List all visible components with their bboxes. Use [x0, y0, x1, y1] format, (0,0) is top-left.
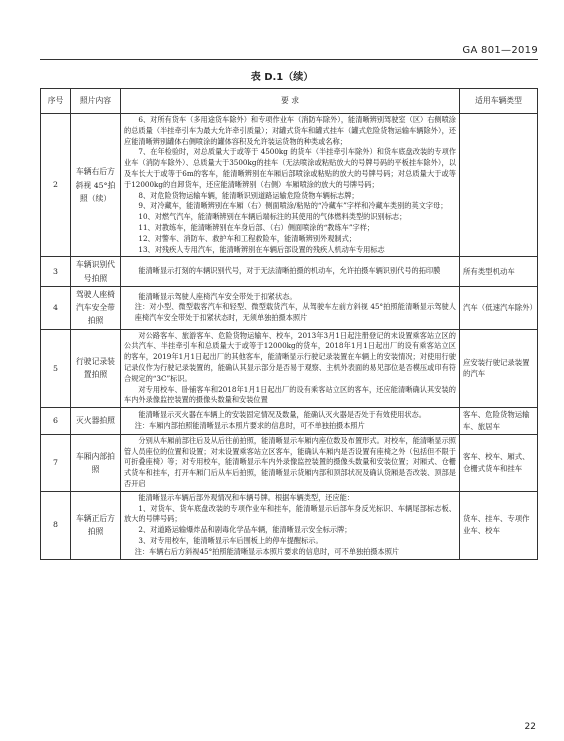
table-row [41, 257, 538, 287]
requirement-paragraph: 10、对燃气汽车，能清晰辨别在车辆后端标注的其使用的气体燃料类型的识别标志； [138, 212, 407, 222]
requirement-paragraph: 8、对危险货物运输车辆，能清晰识别道路运输危险货物车辆标志牌； [138, 190, 359, 200]
requirement-paragraph: 9、对冷藏车，能清晰辨别在车厢（右）侧面喷涂/粘贴的“冷藏车”字样和冷藏车类别的英文字母； [138, 201, 448, 211]
row-number: 7 [41, 434, 71, 491]
column-header-requirements: 要 求 [121, 89, 460, 114]
requirement-paragraph: 对公路客车、旅游客车、危险货物运输车、校车，2013年3月1日起注册登记的未设置乘客站立区的公共汽车、半挂牵引车和总质量大于或等于12000kg的货车，2018年1月1日起出厂的设有乘客站立区的客车，2019年1月1日起出厂的其他客车，能清晰显示行驶记录装置在车辆上的安装情况；对使用行驶记录仪作为行驶记录装置的，能确认其显示部分是否易于观察、主机外表面的易见部位是否模压或印有符合规定的“3C”标识。 [124, 330, 456, 383]
header-rule [40, 59, 538, 60]
requirement-paragraph: 能清晰显示驾驶人座椅汽车安全带处于扣紧状态。 [138, 291, 297, 301]
row-number: 2 [41, 114, 71, 257]
requirements [121, 257, 460, 287]
row-number: 3 [41, 257, 71, 287]
column-header-vehicle-type: 适用车辆类型 [460, 89, 538, 114]
requirements [121, 114, 460, 257]
requirement-paragraph: 分别从车厢前部往后及从后往前拍照，能清晰显示车厢内座位数及布置形式。对校车，能清晰显示照管人员座位的位置和设置；对未设置乘客站立区客车，能确认车厢内是否设置有座椅之外（包括但不限于可折叠座椅）等；对专用校车，能清晰显示车内外录像监控装置的摄像头数量和安装位置；对厢式、仓栅式货车和挂车，打开车厢门后从车后拍照，能清晰显示货厢内部和顶部状况及确认货厢是否改装、顶部是否开启 [124, 435, 456, 489]
photo-content: 行驶记录装置拍照 [71, 329, 121, 408]
requirement-paragraph: 12、对警车、消防车、救护车和工程救险车，能清晰辨别外观制式； [138, 233, 356, 243]
table-row [41, 286, 538, 329]
requirement-paragraph: 11、对教练车，能清晰辨别在车身后部、（右）侧面喷涂的“教练车”字样； [138, 222, 375, 232]
standard-code: GA 801—2019 [462, 45, 538, 56]
requirements [121, 408, 460, 435]
column-header-photo-content: 照片内容 [71, 89, 121, 114]
table-row [41, 114, 538, 257]
requirement-note: 注：车辆右后方斜视45°拍照能清晰显示本照片要求的信息时，可不单独拍摄本照片 [134, 546, 400, 556]
table-header-row [41, 89, 538, 114]
column-header-no: 序号 [41, 89, 71, 114]
requirement-paragraph: 能清晰显示车辆后部外观情况和车辆号牌。根据车辆类型，还应能： [138, 492, 355, 502]
page-number: 22 [524, 722, 536, 732]
requirement-paragraph: 2、对道路运输爆炸品和剧毒化学品车辆，能清晰显示安全标示牌； [138, 525, 352, 535]
requirements [121, 286, 460, 329]
photo-content: 车辆识别代号拍照 [71, 257, 121, 287]
row-number: 6 [41, 408, 71, 435]
photo-requirements-table [40, 88, 538, 560]
requirements [121, 491, 460, 559]
vehicle-type [460, 114, 538, 257]
row-number: 5 [41, 329, 71, 408]
vehicle-type: 应安装行驶记录装置的汽车 [460, 329, 538, 408]
table-row [41, 408, 538, 435]
requirement-paragraph: 6、对所有货车（多用途货车除外）和专项作业车（消防车除外），能清晰辨别驾驶室（区）右侧喷涂的总质量（半挂牵引车为最大允许牵引质量）；对罐式货车和罐式挂车（罐式危险货物运输车辆除外），还应能清晰辨别罐体右侧喷涂的罐体容积及允许装运货物的种类或名称； [124, 115, 456, 146]
requirements [121, 434, 460, 491]
requirement-paragraph: 7、在年检验时，对总质量大于或等于 4500kg 的货车（半挂牵引车除外）和货车底盘改装的专项作业车（消防车除外）、总质量大于3500kg的挂车（无法喷涂或粘贴放大的号牌号码的平板挂车除外），以及车长大于或等于6m的客车，能清晰辨别在车厢后部喷涂或粘贴的放大的号牌号码；对总质量大于或等于12000kg的自卸货车，还应能清晰辨别（右侧）车厢喷涂的放大的号牌号码； [124, 147, 456, 189]
photo-content: 驾驶人座椅汽车安全带拍照 [71, 286, 121, 329]
photo-content: 车辆右后方斜视 45°拍照（续） [71, 114, 121, 257]
row-number: 4 [41, 286, 71, 329]
vehicle-type: 所有类型机动车 [460, 257, 538, 287]
requirement-paragraph: 对专用校车、卧铺客车和2018年1月1日起出厂的设有乘客站立区的客车，还应能清晰确认其安装的车内外录像监控装置的摄像头数量和安装位置 [124, 384, 456, 405]
photo-content: 灭火器拍照 [71, 408, 121, 435]
table-body [41, 114, 538, 560]
requirement-paragraph: 1、对货车、货车底盘改装的专项作业车和挂车，能清晰显示后部车身反光标识、车辆尾部标志板、放大的号牌号码； [124, 503, 456, 524]
vehicle-type: 汽车（低速汽车除外） [460, 286, 538, 329]
table-row [41, 434, 538, 491]
requirement-paragraph: 能清晰显示灭火器在车辆上的安装固定情况及数量，能确认灭火器是否处于有效使用状态。 [138, 410, 426, 420]
table-title: 表 D.1（续） [250, 72, 314, 83]
table-row [41, 329, 538, 408]
vehicle-type: 货车、挂车、专项作业车、校车 [460, 491, 538, 559]
row-number: 8 [41, 491, 71, 559]
requirement-note: 注：对小型、微型载客汽车和轻型、微型载货汽车，从驾驶车左前方斜视 45°拍照能清晰显示驾驶人座椅汽车安全带处于扣紧状态时，无须单独拍摄本照片 [134, 302, 456, 323]
requirement-paragraph: 13、对残疾人专用汽车，能清晰辨别在车辆后部设置的残疾人机动车专用标志 [138, 244, 385, 254]
requirements [121, 329, 460, 408]
photo-content: 车厢内部拍照 [71, 434, 121, 491]
table-row [41, 491, 538, 559]
requirement-paragraph: 能清晰显示打刻的车辆识别代号，对于无法清晰拍摄的机动车，允许拍摄车辆识别代号的拓印膜 [138, 266, 441, 276]
requirement-note: 注：车厢内部拍照能清晰显示本照片要求的信息时，可不单独拍摄本照片 [134, 421, 365, 431]
requirement-paragraph: 3、对专用校车，能清晰显示车后围板上的停车提醒标示。 [138, 536, 323, 546]
vehicle-type: 客车、危险货物运输车、旅居车 [460, 408, 538, 435]
vehicle-type: 客车、校车、厢式、仓栅式货车和挂车 [460, 434, 538, 491]
photo-content: 车辆正后方拍照 [71, 491, 121, 559]
